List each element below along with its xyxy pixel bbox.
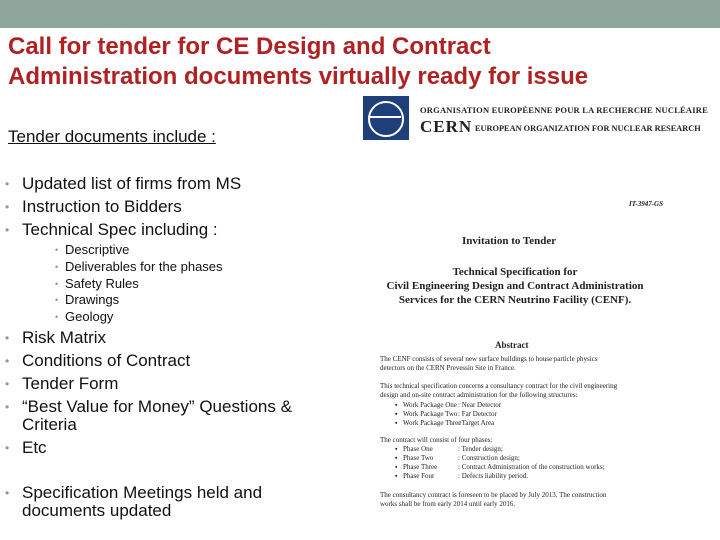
- phase-value: : Tender design;: [458, 445, 503, 453]
- work-package-item: [395, 419, 501, 428]
- organisation-name-french: ORGANISATION EUROPÉENNE POUR LA RECHERCHE NUCLÉAIRE: [420, 105, 708, 115]
- work-package-value: : Target Area: [458, 419, 495, 427]
- slide-title-line-2: Administration documents virtually ready for issue: [8, 63, 589, 90]
- tender-document-preview: [355, 90, 720, 530]
- bullet-item: • Risk Matrix: [5, 329, 345, 347]
- cern-logo: [363, 96, 409, 140]
- bullet-item: • Updated list of firms from MS: [5, 175, 345, 193]
- bullet-list-continued: [5, 329, 345, 462]
- document-reference: IT-3947-GS: [629, 200, 663, 208]
- slide-title: [8, 32, 708, 92]
- phase-label: Phase Two: [403, 454, 434, 462]
- cern-wordmark: CERN: [420, 117, 473, 136]
- work-package-value: : Far Detector: [458, 410, 497, 418]
- work-package-item: [395, 401, 501, 410]
- sub-bullet-item: • Deliverables for the phases: [55, 259, 223, 276]
- paragraph-line: The consultancy contract is foreseen to be placed by July 2013. The construction: [380, 491, 607, 499]
- paragraph-line: The contract will consist of four phases:: [380, 436, 493, 444]
- bullet-item: • Instruction to Bidders: [5, 198, 345, 216]
- phase-value: : Construction design;: [458, 454, 520, 462]
- invitation-heading: Invitation to Tender: [462, 235, 557, 247]
- abstract-paragraph-4: [380, 491, 606, 509]
- phase-label: Phase Three: [403, 463, 438, 471]
- bullet-item: • Etc: [5, 439, 345, 457]
- phase-item: [395, 454, 605, 463]
- phase-item: [395, 472, 605, 481]
- bullet-item: • “Best Value for Money” Questions & Criteria: [5, 398, 345, 434]
- cern-logo-ring: [368, 101, 404, 137]
- top-band: [0, 0, 720, 28]
- slide-title-line-1: Call for tender for CE Design and Contract: [8, 33, 491, 60]
- tender-documents-heading: Tender documents include :: [8, 127, 216, 146]
- paragraph-line: The CENF consists of several new surface buildings to house particle physics: [380, 355, 598, 363]
- bullet-item: • Specification Meetings held and documents updated: [5, 484, 345, 520]
- bullet-list-final: [5, 484, 345, 525]
- sub-bullet-item: • Drawings: [55, 292, 223, 309]
- work-package-item: [395, 410, 501, 419]
- paragraph-line: design and on-site contract administration for the following structures:: [380, 391, 578, 399]
- abstract-paragraph-2: [380, 382, 617, 400]
- sub-bullet-item: • Descriptive: [55, 242, 223, 259]
- phase-label: Phase One: [403, 445, 433, 453]
- phase-value: : Defects liability period.: [458, 472, 528, 480]
- bullet-item: • Conditions of Contract: [5, 352, 345, 370]
- work-package-label: Work Package Two: [403, 410, 458, 418]
- work-package-list: [395, 401, 501, 428]
- abstract-paragraph-1: [380, 355, 598, 373]
- tech-spec-title: [365, 265, 665, 307]
- bullet-item: • Technical Spec including :: [5, 221, 345, 239]
- tech-spec-title-line: Technical Specification for: [452, 266, 578, 278]
- paragraph-line: works shall be from early 2014 until early 2016.: [380, 500, 516, 508]
- cern-logo-bar: [369, 116, 401, 118]
- abstract-heading: Abstract: [495, 340, 529, 350]
- phase-value: : Contract Administration of the construction works;: [458, 463, 605, 471]
- phase-list: [395, 445, 605, 481]
- tech-spec-title-line: Services for the CERN Neutrino Facility (CENF).: [398, 294, 632, 306]
- organisation-name-english: EUROPEAN ORGANIZATION FOR NUCLEAR RESEARCH: [475, 124, 701, 133]
- paragraph-line: detectors on the CERN Prevessin Site in France.: [380, 364, 516, 372]
- tech-spec-title-line: Civil Engineering Design and Contract Administration: [386, 280, 644, 292]
- phase-label: Phase Four: [403, 472, 435, 480]
- abstract-paragraph-3: [380, 436, 492, 445]
- sub-bullet-item: • Geology: [55, 309, 223, 326]
- phase-item: [395, 463, 605, 472]
- work-package-value: : Near Detector: [458, 401, 502, 409]
- phase-item: [395, 445, 605, 454]
- bullet-item: • Tender Form: [5, 375, 345, 393]
- bullet-list-tech-spec: [55, 242, 223, 326]
- sub-bullet-item: • Safety Rules: [55, 276, 223, 293]
- work-package-label: Work Package Three: [403, 419, 462, 427]
- paragraph-line: This technical specification concerns a consultancy contract for the civil engineering: [380, 382, 618, 390]
- bullet-list-main: [5, 175, 345, 244]
- work-package-label: Work Package One: [403, 401, 457, 409]
